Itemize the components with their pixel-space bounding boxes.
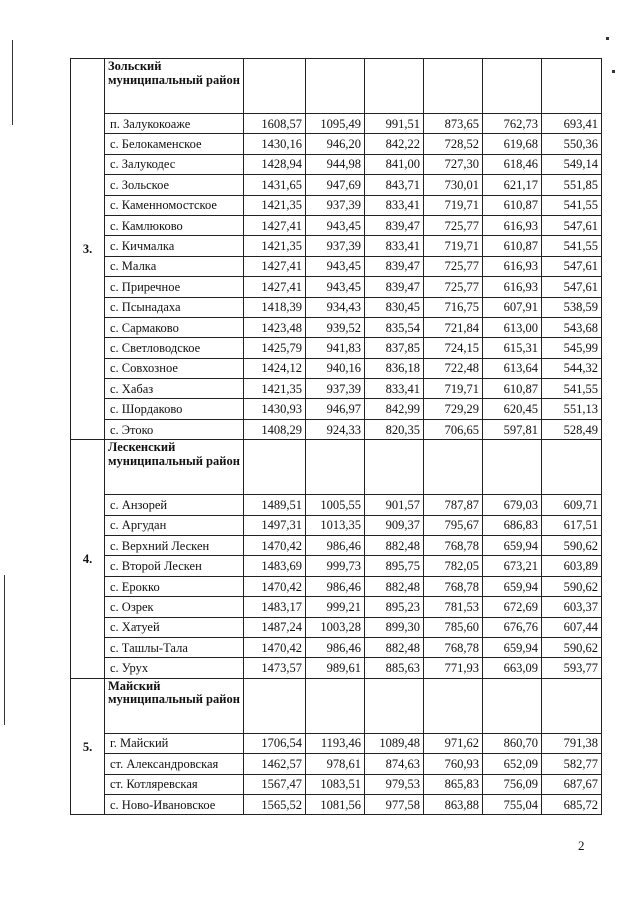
value-cell: 991,51 xyxy=(365,114,424,134)
table-row xyxy=(71,154,602,174)
value-cell: 860,70 xyxy=(483,733,542,753)
empty-cell xyxy=(542,678,602,733)
empty-cell xyxy=(542,59,602,114)
value-cell: 785,60 xyxy=(424,617,483,637)
value-cell: 986,46 xyxy=(306,576,365,596)
value-cell: 724,15 xyxy=(424,338,483,358)
empty-cell xyxy=(365,440,424,495)
value-cell: 762,73 xyxy=(483,114,542,134)
value-cell: 590,62 xyxy=(542,637,602,657)
value-cell: 1427,41 xyxy=(244,256,306,276)
value-cell: 1483,69 xyxy=(244,556,306,576)
value-cell: 619,68 xyxy=(483,134,542,154)
value-cell: 616,93 xyxy=(483,256,542,276)
value-cell: 1567,47 xyxy=(244,774,306,794)
empty-cell xyxy=(244,440,306,495)
settlement-name: с. Залукодес xyxy=(105,154,244,174)
value-cell: 937,39 xyxy=(306,236,365,256)
value-cell: 620,45 xyxy=(483,399,542,419)
value-cell: 663,09 xyxy=(483,658,542,678)
empty-cell xyxy=(306,59,365,114)
settlement-name: с. Камлюково xyxy=(105,215,244,235)
value-cell: 590,62 xyxy=(542,536,602,556)
value-cell: 947,69 xyxy=(306,175,365,195)
value-cell: 756,09 xyxy=(483,774,542,794)
settlement-name: с. Ерокко xyxy=(105,576,244,596)
value-cell: 729,29 xyxy=(424,399,483,419)
value-cell: 768,78 xyxy=(424,637,483,657)
settlement-name: с. Верхний Лескен xyxy=(105,536,244,556)
table-row xyxy=(71,576,602,596)
value-cell: 621,17 xyxy=(483,175,542,195)
value-cell: 687,67 xyxy=(542,774,602,794)
settlement-name: с. Урух xyxy=(105,658,244,678)
value-cell: 999,73 xyxy=(306,556,365,576)
settlement-name: с. Сармаково xyxy=(105,317,244,337)
value-cell: 839,47 xyxy=(365,256,424,276)
value-cell: 547,61 xyxy=(542,215,602,235)
value-cell: 1418,39 xyxy=(244,297,306,317)
value-cell: 895,23 xyxy=(365,597,424,617)
value-cell: 863,88 xyxy=(424,794,483,814)
value-cell: 1427,41 xyxy=(244,215,306,235)
value-cell: 1081,56 xyxy=(306,794,365,814)
table-row xyxy=(71,215,602,235)
value-cell: 597,81 xyxy=(483,419,542,439)
empty-cell xyxy=(542,440,602,495)
value-cell: 1497,31 xyxy=(244,515,306,535)
value-cell: 760,93 xyxy=(424,754,483,774)
value-cell: 547,61 xyxy=(542,256,602,276)
value-cell: 613,00 xyxy=(483,317,542,337)
value-cell: 999,21 xyxy=(306,597,365,617)
value-cell: 659,94 xyxy=(483,536,542,556)
value-cell: 865,83 xyxy=(424,774,483,794)
table-row xyxy=(71,358,602,378)
table-row xyxy=(71,617,602,637)
value-cell: 1005,55 xyxy=(306,495,365,515)
value-cell: 672,69 xyxy=(483,597,542,617)
settlement-name: с. Белокаменское xyxy=(105,134,244,154)
settlement-name: г. Майский xyxy=(105,733,244,753)
value-cell: 617,51 xyxy=(542,515,602,535)
value-cell: 874,63 xyxy=(365,754,424,774)
table-row xyxy=(71,733,602,753)
value-cell: 1470,42 xyxy=(244,637,306,657)
settlement-name: ст. Александровская xyxy=(105,754,244,774)
value-cell: 616,93 xyxy=(483,277,542,297)
value-cell: 820,35 xyxy=(365,419,424,439)
value-cell: 716,75 xyxy=(424,297,483,317)
value-cell: 593,77 xyxy=(542,658,602,678)
value-cell: 673,21 xyxy=(483,556,542,576)
table-row xyxy=(71,379,602,399)
value-cell: 719,71 xyxy=(424,195,483,215)
settlement-name: с. Аргудан xyxy=(105,515,244,535)
value-cell: 679,03 xyxy=(483,495,542,515)
value-cell: 946,20 xyxy=(306,134,365,154)
value-cell: 725,77 xyxy=(424,277,483,297)
value-cell: 1462,57 xyxy=(244,754,306,774)
value-cell: 528,49 xyxy=(542,419,602,439)
value-cell: 1473,57 xyxy=(244,658,306,678)
value-cell: 841,00 xyxy=(365,154,424,174)
table-row xyxy=(71,338,602,358)
value-cell: 607,44 xyxy=(542,617,602,637)
value-cell: 541,55 xyxy=(542,379,602,399)
table-row xyxy=(71,658,602,678)
value-cell: 610,87 xyxy=(483,236,542,256)
value-cell: 693,41 xyxy=(542,114,602,134)
settlement-name: с. Хабаз xyxy=(105,379,244,399)
value-cell: 946,97 xyxy=(306,399,365,419)
settlement-name: с. Каменномостское xyxy=(105,195,244,215)
value-cell: 618,46 xyxy=(483,154,542,174)
table-row xyxy=(71,317,602,337)
empty-cell xyxy=(306,440,365,495)
value-cell: 610,87 xyxy=(483,379,542,399)
value-cell: 609,71 xyxy=(542,495,602,515)
value-cell: 899,30 xyxy=(365,617,424,637)
value-cell: 544,32 xyxy=(542,358,602,378)
value-cell: 755,04 xyxy=(483,794,542,814)
value-cell: 676,76 xyxy=(483,617,542,637)
empty-cell xyxy=(483,59,542,114)
value-cell: 551,13 xyxy=(542,399,602,419)
value-cell: 937,39 xyxy=(306,195,365,215)
value-cell: 1430,16 xyxy=(244,134,306,154)
table-row xyxy=(71,556,602,576)
value-cell: 768,78 xyxy=(424,536,483,556)
empty-cell xyxy=(483,440,542,495)
value-cell: 782,05 xyxy=(424,556,483,576)
value-cell: 795,67 xyxy=(424,515,483,535)
value-cell: 836,18 xyxy=(365,358,424,378)
value-cell: 882,48 xyxy=(365,637,424,657)
value-cell: 1483,17 xyxy=(244,597,306,617)
value-cell: 943,45 xyxy=(306,277,365,297)
value-cell: 986,46 xyxy=(306,637,365,657)
value-cell: 989,61 xyxy=(306,658,365,678)
settlement-name: с. Озрек xyxy=(105,597,244,617)
value-cell: 939,52 xyxy=(306,317,365,337)
district-name: Майский муниципальный район xyxy=(105,678,244,733)
settlement-name: с. Ново-Ивановское xyxy=(105,794,244,814)
value-cell: 1427,41 xyxy=(244,277,306,297)
value-cell: 941,83 xyxy=(306,338,365,358)
value-cell: 885,63 xyxy=(365,658,424,678)
value-cell: 1421,35 xyxy=(244,236,306,256)
value-cell: 719,71 xyxy=(424,236,483,256)
value-cell: 781,53 xyxy=(424,597,483,617)
value-cell: 545,99 xyxy=(542,338,602,358)
value-cell: 1489,51 xyxy=(244,495,306,515)
value-cell: 719,71 xyxy=(424,379,483,399)
value-cell: 768,78 xyxy=(424,576,483,596)
settlement-name: с. Кичмалка xyxy=(105,236,244,256)
section-index: 4. xyxy=(71,440,105,679)
value-cell: 943,45 xyxy=(306,256,365,276)
value-cell: 549,14 xyxy=(542,154,602,174)
table-row xyxy=(71,297,602,317)
empty-cell xyxy=(244,59,306,114)
value-cell: 882,48 xyxy=(365,576,424,596)
value-cell: 944,98 xyxy=(306,154,365,174)
value-cell: 547,61 xyxy=(542,277,602,297)
settlement-name: с. Зольское xyxy=(105,175,244,195)
table-row xyxy=(71,597,602,617)
table-row xyxy=(71,754,602,774)
value-cell: 1706,54 xyxy=(244,733,306,753)
value-cell: 1424,12 xyxy=(244,358,306,378)
value-cell: 934,43 xyxy=(306,297,365,317)
value-cell: 837,85 xyxy=(365,338,424,358)
value-cell: 833,41 xyxy=(365,195,424,215)
value-cell: 1565,52 xyxy=(244,794,306,814)
value-cell: 550,36 xyxy=(542,134,602,154)
value-cell: 977,58 xyxy=(365,794,424,814)
value-cell: 842,99 xyxy=(365,399,424,419)
table-row xyxy=(71,236,602,256)
value-cell: 971,62 xyxy=(424,733,483,753)
value-cell: 686,83 xyxy=(483,515,542,535)
settlement-name: ст. Котляревская xyxy=(105,774,244,794)
value-cell: 1013,35 xyxy=(306,515,365,535)
value-cell: 659,94 xyxy=(483,637,542,657)
section-index: 3. xyxy=(71,59,105,440)
district-name: Лескенский муниципальный район xyxy=(105,440,244,495)
value-cell: 940,16 xyxy=(306,358,365,378)
empty-cell xyxy=(424,678,483,733)
table-row xyxy=(71,175,602,195)
settlement-name: с. Совхозное xyxy=(105,358,244,378)
value-cell: 1083,51 xyxy=(306,774,365,794)
empty-cell xyxy=(365,59,424,114)
value-cell: 771,93 xyxy=(424,658,483,678)
value-cell: 610,87 xyxy=(483,195,542,215)
value-cell: 706,65 xyxy=(424,419,483,439)
value-cell: 901,57 xyxy=(365,495,424,515)
value-cell: 895,75 xyxy=(365,556,424,576)
value-cell: 1423,48 xyxy=(244,317,306,337)
table-row xyxy=(71,114,602,134)
value-cell: 659,94 xyxy=(483,576,542,596)
table-row xyxy=(71,134,602,154)
value-cell: 613,64 xyxy=(483,358,542,378)
scan-mark xyxy=(12,40,13,125)
scan-mark xyxy=(606,37,609,40)
value-cell: 842,22 xyxy=(365,134,424,154)
value-cell: 1431,65 xyxy=(244,175,306,195)
table-row xyxy=(71,419,602,439)
settlement-name: с. Ташлы-Тала xyxy=(105,637,244,657)
value-cell: 728,52 xyxy=(424,134,483,154)
empty-cell xyxy=(365,678,424,733)
value-cell: 1408,29 xyxy=(244,419,306,439)
value-cell: 1470,42 xyxy=(244,536,306,556)
settlement-name: с. Малка xyxy=(105,256,244,276)
value-cell: 685,72 xyxy=(542,794,602,814)
settlement-name: с. Шордаково xyxy=(105,399,244,419)
value-cell: 1470,42 xyxy=(244,576,306,596)
value-cell: 979,53 xyxy=(365,774,424,794)
value-cell: 616,93 xyxy=(483,215,542,235)
value-cell: 924,33 xyxy=(306,419,365,439)
value-cell: 1089,48 xyxy=(365,733,424,753)
value-cell: 1421,35 xyxy=(244,195,306,215)
page-number: 2 xyxy=(578,838,585,853)
value-cell: 1428,94 xyxy=(244,154,306,174)
value-cell: 543,68 xyxy=(542,317,602,337)
tariff-table xyxy=(70,58,602,815)
table-row xyxy=(71,794,602,814)
scan-mark xyxy=(612,70,615,73)
settlement-name: с. Анзорей xyxy=(105,495,244,515)
settlement-name: с. Хатуей xyxy=(105,617,244,637)
value-cell: 791,38 xyxy=(542,733,602,753)
value-cell: 937,39 xyxy=(306,379,365,399)
value-cell: 943,45 xyxy=(306,215,365,235)
value-cell: 1421,35 xyxy=(244,379,306,399)
empty-cell xyxy=(244,678,306,733)
district-name: Зольский муниципальный район xyxy=(105,59,244,114)
settlement-name: с. Второй Лескен xyxy=(105,556,244,576)
empty-cell xyxy=(424,59,483,114)
value-cell: 582,77 xyxy=(542,754,602,774)
table-row xyxy=(71,277,602,297)
value-cell: 1425,79 xyxy=(244,338,306,358)
value-cell: 725,77 xyxy=(424,256,483,276)
value-cell: 909,37 xyxy=(365,515,424,535)
settlement-name: п. Залукокоаже xyxy=(105,114,244,134)
value-cell: 541,55 xyxy=(542,195,602,215)
empty-cell xyxy=(306,678,365,733)
table-row xyxy=(71,774,602,794)
table-row xyxy=(71,536,602,556)
district-header-row xyxy=(71,59,602,114)
value-cell: 730,01 xyxy=(424,175,483,195)
settlement-name: с. Псынадаха xyxy=(105,297,244,317)
value-cell: 603,89 xyxy=(542,556,602,576)
value-cell: 986,46 xyxy=(306,536,365,556)
value-cell: 607,91 xyxy=(483,297,542,317)
district-header-row xyxy=(71,440,602,495)
empty-cell xyxy=(424,440,483,495)
scan-mark xyxy=(4,575,5,725)
section-index: 5. xyxy=(71,678,105,815)
value-cell: 721,84 xyxy=(424,317,483,337)
value-cell: 1608,57 xyxy=(244,114,306,134)
value-cell: 1487,24 xyxy=(244,617,306,637)
value-cell: 603,37 xyxy=(542,597,602,617)
settlement-name: с. Светловодское xyxy=(105,338,244,358)
value-cell: 978,61 xyxy=(306,754,365,774)
district-header-row xyxy=(71,678,602,733)
value-cell: 787,87 xyxy=(424,495,483,515)
value-cell: 835,54 xyxy=(365,317,424,337)
table-row xyxy=(71,399,602,419)
value-cell: 652,09 xyxy=(483,754,542,774)
table-row xyxy=(71,637,602,657)
value-cell: 1003,28 xyxy=(306,617,365,637)
value-cell: 538,59 xyxy=(542,297,602,317)
value-cell: 1430,93 xyxy=(244,399,306,419)
value-cell: 830,45 xyxy=(365,297,424,317)
value-cell: 839,47 xyxy=(365,215,424,235)
table-row xyxy=(71,195,602,215)
value-cell: 833,41 xyxy=(365,379,424,399)
value-cell: 873,65 xyxy=(424,114,483,134)
table-row xyxy=(71,256,602,276)
value-cell: 590,62 xyxy=(542,576,602,596)
value-cell: 882,48 xyxy=(365,536,424,556)
value-cell: 1193,46 xyxy=(306,733,365,753)
settlement-name: с. Приречное xyxy=(105,277,244,297)
value-cell: 725,77 xyxy=(424,215,483,235)
value-cell: 839,47 xyxy=(365,277,424,297)
value-cell: 551,85 xyxy=(542,175,602,195)
table-row xyxy=(71,515,602,535)
table-row xyxy=(71,495,602,515)
value-cell: 615,31 xyxy=(483,338,542,358)
value-cell: 843,71 xyxy=(365,175,424,195)
value-cell: 541,55 xyxy=(542,236,602,256)
empty-cell xyxy=(483,678,542,733)
value-cell: 1095,49 xyxy=(306,114,365,134)
settlement-name: с. Этоко xyxy=(105,419,244,439)
value-cell: 727,30 xyxy=(424,154,483,174)
value-cell: 833,41 xyxy=(365,236,424,256)
value-cell: 722,48 xyxy=(424,358,483,378)
